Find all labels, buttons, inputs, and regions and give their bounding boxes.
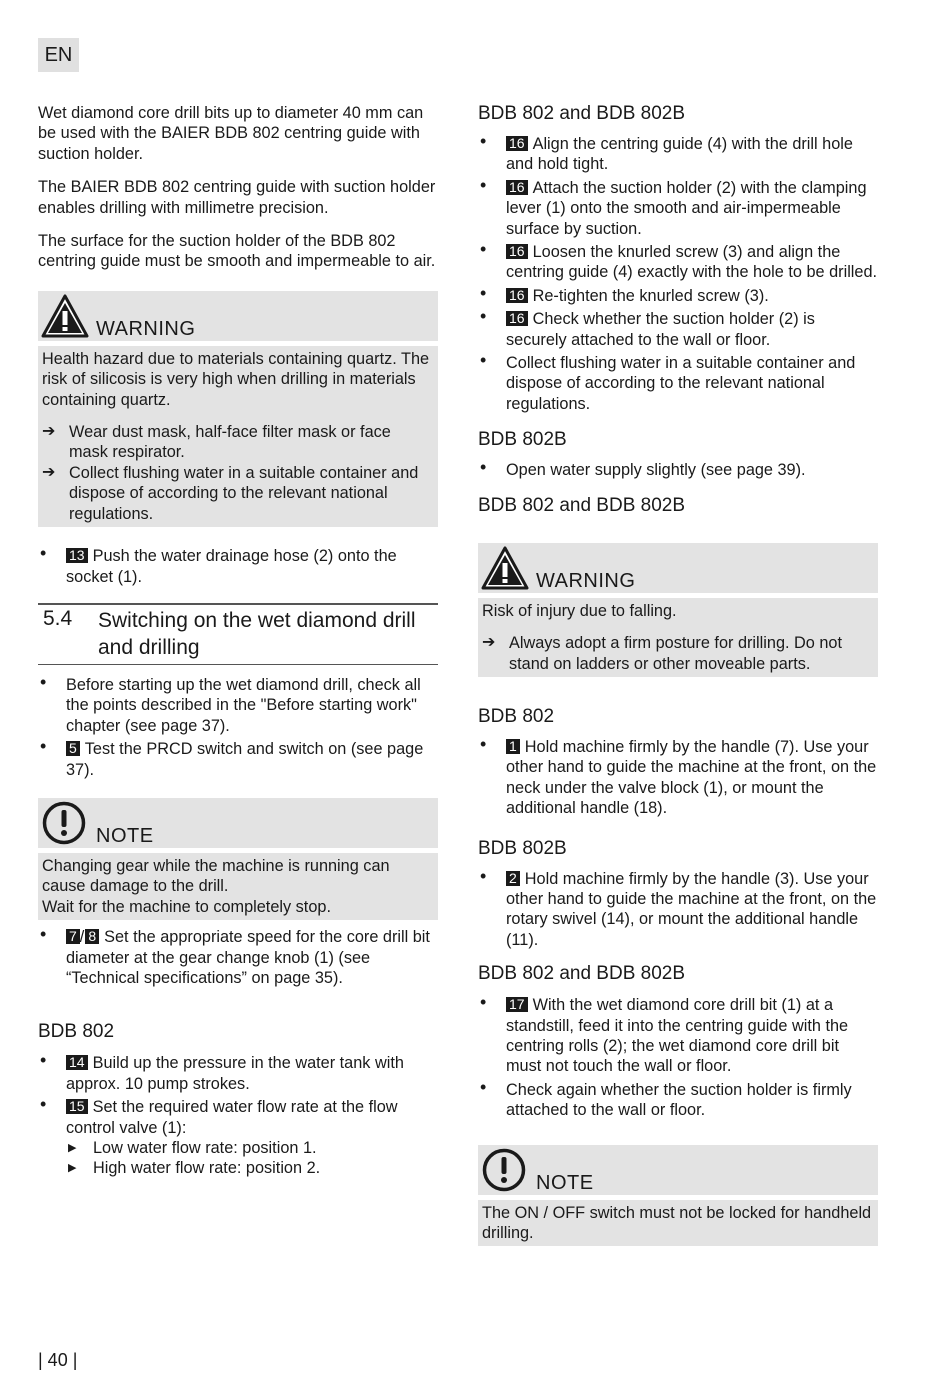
page-number: | 40 |: [38, 1350, 78, 1370]
warning-title: WARNING: [96, 317, 196, 340]
figure-number-badge: 8: [85, 929, 99, 944]
list-item: • Open water supply slightly (see page 39).: [480, 457, 806, 480]
subheading: BDB 802B: [478, 429, 567, 451]
list-item: • 14 Build up the pressure in the water tank with approx. 10 pump strokes.: [40, 1050, 404, 1093]
warning-text: Risk of injury due to falling.: [482, 601, 677, 620]
arrow-right-icon: ➔: [42, 423, 56, 441]
list-item: • 7 / 8 Set the appropriate speed for the core drill bit diameter at the gear change knob (1) (see “Technical specifications” on page 35).: [40, 924, 430, 987]
intro-paragraph: The surface for the suction holder of the BDB 802 centring guide must be smooth and impermeable to air.: [38, 232, 436, 271]
figure-number-badge: 16: [506, 288, 528, 303]
arrow-right-icon: ➔: [482, 634, 496, 652]
list-item: • 16 Re-tighten the knurled screw (3).: [480, 282, 769, 305]
list-item: • 5 Test the PRCD switch and switch on (see page 37).: [40, 736, 424, 779]
subheading: BDB 802 and BDB 802B: [478, 494, 686, 516]
figure-number-badge: 1: [506, 739, 520, 754]
note-header: [38, 798, 438, 848]
subheading: BDB 802B: [478, 837, 567, 859]
note-box: [478, 1145, 878, 1247]
list-item: • 16 Align the centring guide (4) with the drill hole and hold tight.: [480, 131, 853, 174]
subheading: BDB 802: [38, 1021, 115, 1043]
list-item: • 2 Hold machine firmly by the handle (3). Use your other hand to guide the machine at the front, on the rotary swivel (14), or mount the additional handle (11).: [480, 865, 877, 949]
arrow-right-icon: ➔: [42, 463, 56, 481]
list-item: • 16 Loosen the knurled screw (3) and align the centring guide (4) exactly with the hole to be drilled.: [480, 239, 878, 282]
list-item: • 15 Set the required water flow rate at the flow control valve (1): ▶ Low water flow rate: position 1. ▶ High water flow rate: position 2.: [38, 1097, 438, 1179]
left-column: [38, 103, 438, 1182]
warning-box: [38, 291, 438, 527]
list-item: • 13 Push the water drainage hose (2) onto the socket (1).: [40, 543, 397, 586]
list-item: • Check again whether the suction holder is firmly attached to the wall or floor.: [480, 1076, 852, 1120]
intro-paragraph: Wet diamond core drill bits up to diameter 40 mm can be used with the BAIER BDB 802 centring guide with suction holder.: [38, 104, 424, 163]
warning-title: WARNING: [536, 569, 636, 592]
language-tag: EN: [38, 38, 79, 72]
figure-number-badge: 16: [506, 136, 528, 151]
warning-box: [478, 543, 878, 677]
section-heading: [38, 603, 438, 665]
list-item: • 1 Hold machine firmly by the handle (7). Use your other hand to guide the machine at the front, on the neck under the valve block (1), or mount the additional handle (18).: [480, 733, 877, 818]
warning-text: Health hazard due to materials containing quartz. The risk of silicosis is very high when drilling in materials containing quartz.: [42, 349, 430, 409]
subheading: BDB 802 and BDB 802B: [478, 963, 686, 985]
note-title: NOTE: [96, 824, 154, 847]
figure-number-badge: 14: [66, 1055, 88, 1070]
section-title: Switching on the wet diamond drill and drilling: [98, 608, 416, 659]
note-header: [478, 1145, 878, 1195]
note-body: [38, 853, 438, 920]
note-body: [478, 1200, 878, 1247]
figure-number-badge: 5: [66, 741, 80, 756]
exclamation-circle-icon: [481, 1147, 527, 1193]
triangle-right-icon: ▶: [68, 1142, 77, 1154]
list-item: • 16 Attach the suction holder (2) with the clamping lever (1) onto the smooth and air-impermeable surface by suction.: [480, 174, 867, 238]
subheading: BDB 802: [478, 705, 555, 727]
subheading: BDB 802 and BDB 802B: [478, 103, 686, 124]
sub-item: ▶ High water flow rate: position 2.: [68, 1159, 321, 1178]
exclamation-circle-icon: [41, 800, 87, 846]
figure-number-badge: 2: [506, 871, 520, 886]
note-text: Wait for the machine to completely stop.: [42, 897, 331, 916]
list-item: • Before starting up the wet diamond drill, check all the points described in the "Before starting work" chapter (see page 37).: [40, 671, 421, 735]
figure-number-badge: 7: [66, 929, 80, 944]
warning-action: ➔ Wear dust mask, half-face filter mask or face mask respirator.: [42, 423, 391, 462]
sub-item: ▶ Low water flow rate: position 1.: [68, 1139, 317, 1157]
figure-number-badge: 16: [506, 311, 528, 326]
right-column: [478, 102, 878, 1246]
figure-number-badge: 16: [506, 180, 528, 195]
warning-header: [478, 543, 878, 593]
note-title: NOTE: [536, 1171, 594, 1194]
list-item: • 17 With the wet diamond core drill bit (1) at a standstill, feed it into the centring guide with the centring rolls (2); the wet diamond core drill bit must not touch the wall or floor.: [480, 992, 849, 1076]
warning-triangle-icon: [481, 546, 529, 590]
triangle-right-icon: ▶: [68, 1162, 77, 1175]
warning-action: ➔ Collect flushing water in a suitable container and dispose of according to the relevant national regulations.: [42, 463, 419, 523]
note-text: Changing gear while the machine is running can cause damage to the drill.: [42, 856, 390, 896]
warning-body: [478, 598, 878, 677]
section-number: 5.4: [43, 606, 73, 630]
warning-body: [38, 346, 438, 527]
warning-action: ➔ Always adopt a firm posture for drilling. Do not stand on ladders or other moveable parts.: [482, 634, 843, 673]
intro-paragraph: The BAIER BDB 802 centring guide with suction holder enables drilling with millimetre precision.: [38, 178, 436, 217]
note-box: [38, 798, 438, 920]
list-item: • 16 Check whether the suction holder (2) is securely attached to the wall or floor.: [480, 306, 815, 349]
figure-number-badge: 15: [66, 1099, 88, 1114]
figure-number-badge: 16: [506, 244, 528, 259]
note-text: The ON / OFF switch must not be locked for handheld drilling.: [482, 1203, 872, 1242]
figure-number-badge: 17: [506, 997, 528, 1012]
warning-header: [38, 291, 438, 341]
warning-triangle-icon: [41, 294, 89, 338]
list-item: • Collect flushing water in a suitable container and dispose of according to the relevant national regulations.: [480, 350, 856, 413]
figure-number-badge: 13: [66, 548, 88, 563]
